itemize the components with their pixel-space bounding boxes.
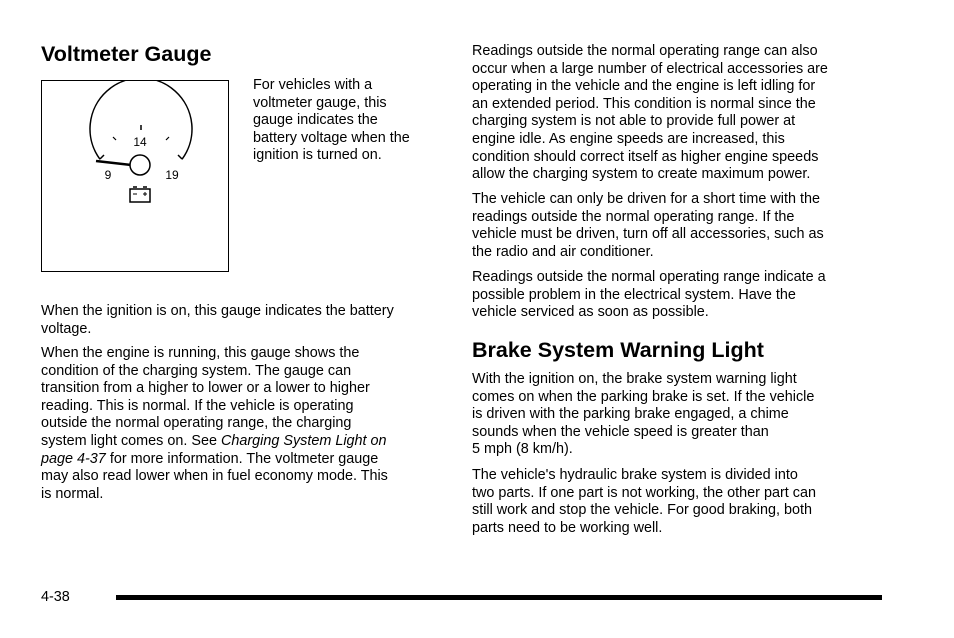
voltmeter-gauge-illustration: [42, 81, 230, 273]
readings-paragraph-2: The vehicle can only be driven for a short time with the readings outside the normal operating range. If the vehicle must be driven, turn off all accessories, such as the radio and air conditioner.: [472, 191, 824, 260]
readings-paragraph-3: Readings outside the normal operating range indicate a possible problem in the electrical system. Have the vehicle serviced as soon as possible.: [472, 269, 826, 321]
voltmeter-paragraph-2: [41, 345, 451, 503]
voltmeter-intro-text: For vehicles with a voltmeter gauge, this gauge indicates the battery voltage when the ignition is turned on.: [253, 77, 410, 164]
gauge-tick-low: [100, 155, 104, 159]
battery-icon: [130, 187, 150, 202]
gauge-label-mid: 14: [133, 135, 147, 149]
readings-paragraph-1: Readings outside the normal operating range can also occur when a large number of electrical accessories are operating in the vehicle and the engine is left idling for an extended period. This condition is normal since the charging system is not able to provide full power at engine idle. As engine speeds are increased, this condition should correct itself as higher engine speeds allow the charging system to create maximum power.: [472, 43, 828, 183]
voltmeter-paragraph-2-text-a: When the engine is running, this gauge shows the condition of the charging system. The gauge can transition from a higher to lower or a lower to higher reading. This is normal. If the vehicle is operating outside the normal operating range, the charging system light comes on. See: [41, 345, 370, 449]
gauge-label-high: 19: [165, 168, 179, 182]
brake-paragraph-1: With the ignition on, the brake system warning light comes on when the parking brake is set. If the vehicle is driven with the parking brake engaged, a chime sounds when the vehicle speed is greater than 5 mph (8 km/h).: [472, 371, 815, 458]
gauge-hub: [130, 155, 150, 175]
gauge-tick-minor-left: [113, 137, 116, 140]
section-heading-brake-warning: Brake System Warning Light: [472, 338, 764, 362]
brake-paragraph-2: The vehicle's hydraulic brake system is divided into two parts. If one part is not working, the other part can still work and stop the vehicle. For good braking, both parts need to be working well.: [472, 467, 816, 536]
page-number: 4-38: [41, 589, 70, 605]
charging-system-light-reference[interactable]: Charging System Light on page 4-37: [41, 432, 387, 467]
footer-rule: [116, 595, 882, 600]
gauge-needle: [96, 161, 131, 165]
voltmeter-gauge-figure: [41, 80, 229, 272]
gauge-tick-minor-right: [166, 137, 169, 140]
gauge-label-low: 9: [104, 168, 112, 182]
voltmeter-paragraph-2-text-b: for more information. The voltmeter gauge may also read lower when in fuel economy mode. This is normal.: [41, 450, 388, 502]
gauge-tick-high: [178, 155, 182, 159]
voltmeter-paragraph-1: When the ignition is on, this gauge indicates the battery voltage.: [41, 303, 394, 337]
section-heading-voltmeter: Voltmeter Gauge: [41, 42, 212, 66]
